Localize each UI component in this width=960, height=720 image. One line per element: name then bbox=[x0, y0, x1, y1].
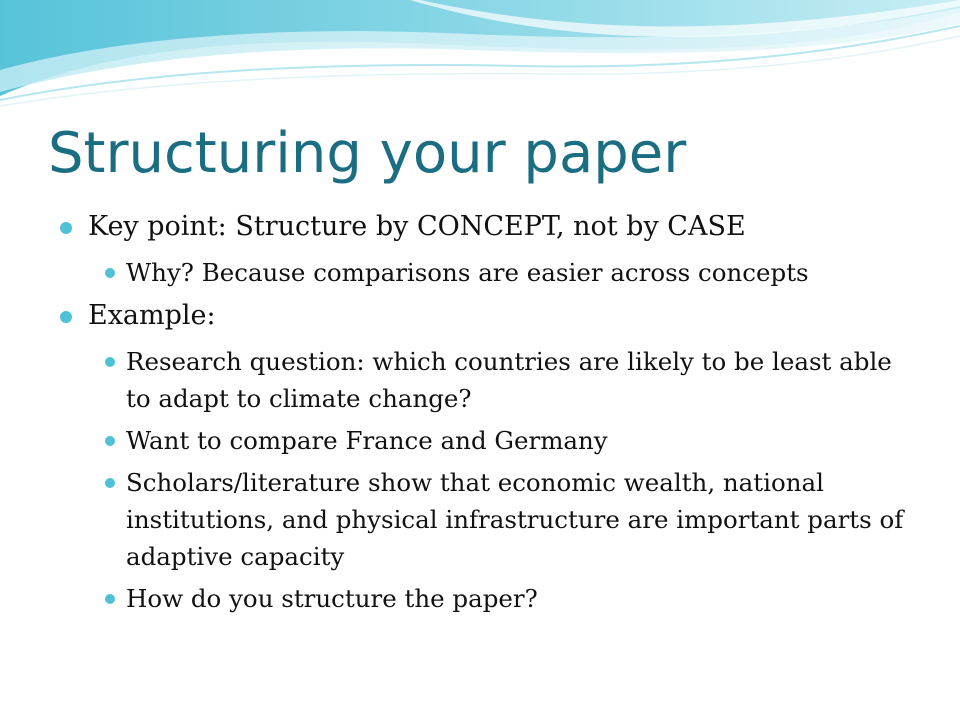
header-wave-decoration bbox=[0, 0, 960, 120]
bullet-list bbox=[60, 207, 910, 622]
bullet-dot-icon bbox=[105, 594, 115, 604]
bullet-dot-icon bbox=[105, 268, 115, 278]
sub-bullet-text: Scholars/literature show that economic wealth, national institutions, and physical infrastructure are important parts of adaptive capacity bbox=[126, 468, 904, 571]
slide-title: Structuring your paper bbox=[48, 121, 687, 186]
sub-bullet-group bbox=[60, 254, 910, 291]
sub-bullet-text: Research question: which countries are likely to be least able to adapt to climate change? bbox=[126, 347, 892, 413]
sub-bullet-text: Want to compare France and Germany bbox=[126, 426, 608, 455]
sub-bullet bbox=[105, 254, 910, 291]
bullet-key-point bbox=[60, 207, 910, 247]
bullet-dot-icon bbox=[60, 311, 72, 323]
sub-bullet bbox=[105, 422, 910, 459]
bullet-dot-icon bbox=[105, 478, 115, 488]
bullet-dot-icon bbox=[60, 222, 72, 234]
sub-bullet-text: Why? Because comparisons are easier across concepts bbox=[126, 258, 809, 287]
bullet-dot-icon bbox=[105, 357, 115, 367]
sub-bullet bbox=[105, 464, 910, 575]
bullet-dot-icon bbox=[105, 436, 115, 446]
bullet-text: Example: bbox=[88, 300, 216, 331]
sub-bullet-group bbox=[60, 343, 910, 617]
bullet-text: Key point: Structure by CONCEPT, not by CASE bbox=[88, 211, 746, 242]
sub-bullet-text: How do you structure the paper? bbox=[126, 584, 538, 613]
bullet-example bbox=[60, 296, 910, 336]
sub-bullet bbox=[105, 343, 910, 417]
sub-bullet bbox=[105, 580, 910, 617]
